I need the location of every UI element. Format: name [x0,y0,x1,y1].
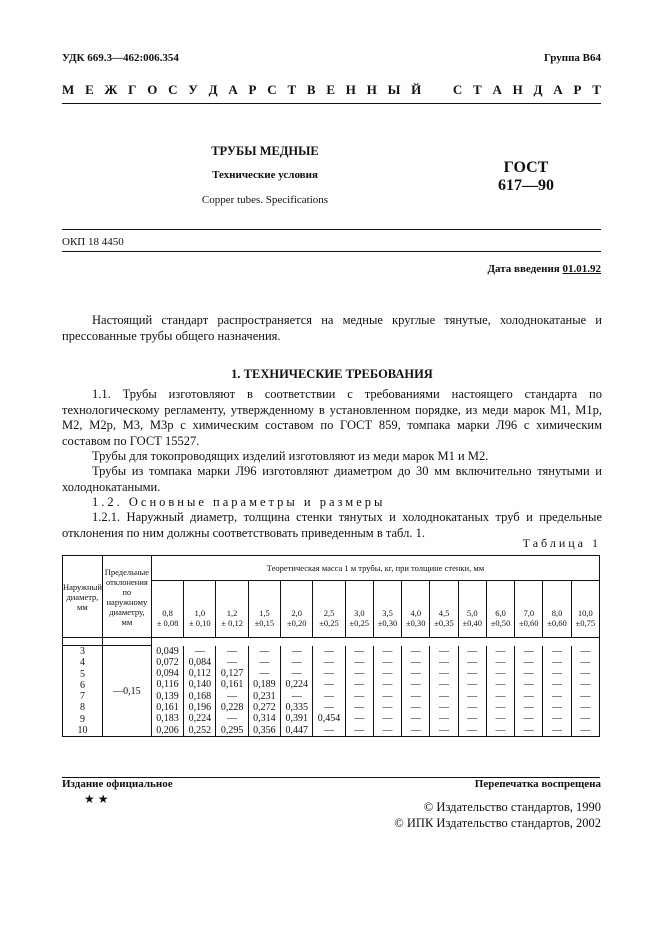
wall-thickness-value: 0,8 [162,608,173,618]
wall-thickness-header [151,581,183,638]
mass-column [151,646,183,737]
document-title: ТРУБЫ МЕДНЫЕ [211,144,319,158]
mass-value: 0,116 [156,679,179,691]
document-english-title: Copper tubes. Specifications [201,194,329,206]
mass-column [571,646,599,737]
mass-value: 0,168 [188,690,212,702]
diameter-value: 10 [77,725,88,737]
heading-letter: Р [573,82,582,97]
mass-value: — [354,690,365,702]
mass-value: — [495,668,506,680]
heading-letter: Т [473,82,482,97]
mass-value: — [495,724,506,736]
mass-value: — [467,724,478,736]
mass-value: — [552,713,563,725]
wall-thickness-value: 1,0 [194,608,206,618]
wall-thickness-tolerance: ±0,15 [254,618,275,628]
mass-value: — [324,690,334,702]
mass-value: — [495,713,506,725]
mass-value: — [410,690,421,702]
wall-thickness-value: 4,5 [438,608,450,618]
official-edition: Издание официальное [62,778,173,790]
mass-value: — [410,713,421,725]
mass-value: — [467,668,478,680]
wall-thickness-value: 1,5 [259,608,270,618]
mass-value: — [523,668,534,680]
mass-value: — [523,701,534,713]
mass-column [458,646,486,737]
mass-value: 0,072 [156,656,179,668]
wall-thickness-tolerance: ±0,30 [377,618,398,628]
wall-thickness-tolerance: ±0,75 [575,618,596,628]
mass-value: — [291,645,302,657]
heading-letter: Г [128,82,137,97]
heading-letter [432,82,442,98]
mass-value: — [354,679,365,691]
heading-letter: В [306,82,316,97]
mass-value: — [439,724,450,736]
mass-value: — [439,713,450,725]
heading-letter: Д [208,82,218,97]
heading-letter: С [452,82,463,97]
heading-letter: С [267,82,277,97]
mass-value: 0,094 [156,668,179,680]
mass-value: — [523,724,534,736]
mass-value: — [382,645,393,657]
mass-value: — [354,668,365,680]
mass-value: — [552,701,563,713]
udk-code: УДК 669.3—462:006.354 [62,52,179,64]
wall-thickness-header [402,581,430,638]
mass-column [184,646,216,737]
diameter-value: 3 [79,646,85,657]
header-rule [62,103,601,104]
mass-value: — [580,690,591,702]
mass-value: — [227,656,238,668]
mass-value: — [523,679,534,691]
mass-value: 0,228 [220,701,244,713]
mass-value: — [439,656,450,668]
wall-thickness-value: 6,0 [495,608,506,618]
wall-thickness-tolerance: ±0,60 [547,618,567,628]
mass-value: — [552,668,563,680]
mass-value: 0,295 [220,724,244,736]
mass-value: — [382,656,393,668]
diameter-value: 5 [79,668,85,680]
wall-thickness-value: 2,5 [323,608,335,618]
heading-letter: У [188,82,198,97]
heading-letter: С [168,82,178,97]
heading-letter: Р [248,82,257,97]
diameter-column [63,646,103,737]
mass-value: — [382,713,393,725]
mass-value: — [439,701,450,713]
mass-value: — [523,690,534,702]
mass-value: 0,252 [188,724,212,736]
mass-value: — [439,645,450,657]
wall-thickness-tolerance: ±0,25 [319,618,339,628]
paragraph-1-2-1: 1.2.1. Наружный диаметр, толщина стенки тянутых и холоднокатаных труб и предельные отклонения по ним должны соответствовать приведенным в табл. 1. [62,510,602,540]
paragraph-1-1c: Трубы из томпака марки Л96 изготовляют диаметром до 30 мм включительно тянутыми и холоднокатаными. [62,464,602,494]
wall-thickness-value: 5,0 [466,608,478,618]
mass-value: — [495,645,506,657]
reprint-notice: Перепечатка воспрещена [474,778,601,790]
mass-column [248,646,280,737]
mass-value: — [552,724,563,736]
mass-value: — [227,645,238,657]
mass-column [373,646,401,737]
mass-value: — [227,690,238,702]
diameter-value: 6 [79,679,85,691]
wall-thickness-header [248,581,280,638]
wall-thickness-value: 1,2 [226,608,238,618]
mass-value: 0,391 [285,713,308,725]
mass-column [313,646,345,737]
gost-number: 617—90 [498,177,554,194]
mass-value: — [324,701,334,713]
wall-thickness-header [313,581,345,638]
scope-paragraph: Настоящий стандарт распространяется на медные круглые тянутые, холоднокатаные и прессованные трубы общего назначения. [62,313,602,343]
mass-value: — [580,645,591,657]
document-subtitle: Технические условия [212,169,318,181]
mass-value: — [495,701,506,713]
mass-value: — [354,724,365,736]
mass-value: 0,049 [156,645,179,657]
wall-thickness-tolerance: ± 0,08 [156,618,179,628]
mass-value: — [382,679,393,691]
wall-thickness-header [345,581,373,638]
mass-value: — [354,645,365,657]
wall-thickness-value: 4,0 [410,608,422,618]
mass-value: — [410,668,421,680]
wall-thickness-tolerance: ±0,20 [286,618,307,628]
mass-value: 0,272 [253,701,276,713]
heading-letter: Ж [104,82,118,97]
mass-value: — [552,690,563,702]
mass-value: — [291,656,302,668]
mass-value: — [382,668,393,680]
mass-value: — [291,668,302,680]
mass-value: — [439,679,450,691]
paragraph-1-1: 1.1. Трубы изготовляют в соответствии с требованиями настоящего стандарта по технологическому регламенту, утвержденному в установленном порядке, из меди марок М1, М1р, М2, М2р, М3, М3р с химическим составом по ГОСТ 859, томпака марки Л96 с химическим составом по ГОСТ 15527. [62,387,602,448]
heading-letter: Ы [387,82,401,97]
wall-thickness-header [373,581,401,638]
section-1-title: 1. ТЕХНИЧЕСКИЕ ТРЕБОВАНИЯ [231,367,433,381]
intro-date-value: 01.01.92 [562,263,601,275]
mass-value: — [552,679,563,691]
heading-letter: О [147,82,158,97]
mass-value: — [291,690,302,702]
mass-column [486,646,514,737]
intro-date [487,263,601,275]
diameter-value: 8 [79,702,85,714]
mass-value: — [354,656,365,668]
mass-value: — [495,679,506,691]
wall-thickness-header [571,581,599,638]
heading-letter: А [492,82,502,97]
mass-value: — [259,668,270,680]
mass-value: — [495,690,506,702]
mass-value: — [467,656,478,668]
mass-value: — [259,656,270,668]
mass-column [281,646,313,737]
copyright-1990: © Издательство стандартов, 1990 [423,800,601,814]
mass-value: — [439,668,450,680]
wall-thickness-header [430,581,458,638]
mass-value: — [227,713,238,725]
heading-letter: А [228,82,238,97]
mass-value: 0,447 [285,724,308,736]
mass-value: — [467,701,478,713]
diameter-value: 4 [79,657,85,669]
mass-column [345,646,373,737]
mass-value: — [467,713,478,725]
mass-value: — [495,656,506,668]
diameter-value: 9 [79,713,85,725]
heading-letter: Т [592,82,601,97]
mass-column [402,646,430,737]
wall-thickness-value: 2,0 [291,608,303,618]
mass-value: 0,356 [253,724,276,736]
wall-thickness-value: 10,0 [577,608,593,618]
mass-value: 0,189 [253,679,276,691]
heading-letter: Н [345,82,356,97]
mass-value: — [382,690,393,702]
mass-value: — [552,656,563,668]
wall-thickness-header [515,581,543,638]
stars-mark: ★ ★ [84,792,109,806]
mass-value: — [354,713,365,725]
mass-value: 0,139 [156,690,179,702]
mass-column [216,646,248,737]
mass-value: — [324,656,334,668]
heading-letter: Д [533,82,543,97]
mass-value: 0,335 [285,701,308,713]
copyright-2002: © ИПК Издательство стандартов, 2002 [394,816,601,830]
wall-thickness-header [486,581,514,638]
mass-value: — [410,724,421,736]
mass-value: 0,224 [188,713,212,725]
wall-thickness-value: 3,0 [353,608,365,618]
mass-value: — [523,713,534,725]
mass-value: — [410,656,421,668]
mass-value: — [382,701,393,713]
mass-value: 0,314 [253,713,276,725]
wall-thickness-tolerance: ±0,60 [519,618,539,628]
heading-letter: Т [287,82,297,97]
wall-thickness-value: 7,0 [523,608,535,618]
column-header-deviation: Предельные отклонения по наружному диаметру, мм [102,556,151,638]
mass-value: — [324,679,334,691]
mass-value: — [580,668,591,680]
heading-letter: М [62,82,75,97]
gost-label: ГОСТ [503,159,549,176]
title-rule [62,229,601,230]
mass-value: 0,206 [156,724,179,736]
mass-column [430,646,458,737]
mass-value: 0,084 [188,656,212,668]
wall-thickness-tolerance: ± 0,10 [188,618,211,628]
mass-value: 0,183 [156,713,179,725]
wall-thickness-header [458,581,486,638]
mass-value: — [410,645,421,657]
wall-thickness-header [281,581,313,638]
mass-column [515,646,543,737]
heading-letter: Н [512,82,523,97]
mass-value: — [467,679,478,691]
mass-value: 0,454 [317,713,341,725]
wall-thickness-tolerance: ±0,50 [490,618,511,628]
mass-value: — [324,645,334,657]
mass-value: — [324,668,334,680]
mass-value: — [580,656,591,668]
mass-value: 0,224 [285,679,308,691]
mass-value: — [552,645,563,657]
mass-value: — [467,645,478,657]
deviation-value: —0,15 [102,646,151,737]
mass-value: 0,196 [188,701,212,713]
wall-thickness-tolerance: ±0,40 [462,618,483,628]
standard-type-heading [62,82,601,98]
column-header-mass: Теоретическая масса 1 м трубы, кг, при толщине стенки, мм [151,556,599,581]
mass-value: — [259,645,270,657]
mass-value: 0,127 [220,668,244,680]
wall-thickness-header [216,581,248,638]
wall-thickness-tolerance: ±0,35 [434,618,454,628]
mass-value: — [324,724,334,736]
mass-value: — [439,690,450,702]
mass-value: 0,161 [156,701,179,713]
heading-letter: Н [366,82,377,97]
intro-date-label: Дата введения [487,263,560,275]
mass-value: 0,140 [188,679,212,691]
okp-rule [62,251,601,252]
mass-value: — [523,656,534,668]
mass-value: — [410,679,421,691]
mass-value: — [354,701,365,713]
wall-thickness-value: 3,5 [382,608,393,618]
mass-column [543,646,571,737]
table-1-caption: Таблица 1 [522,536,601,550]
wall-thickness-header [184,581,216,638]
wall-thickness-value: 8,0 [551,608,563,618]
wall-thickness-tolerance: ±0,25 [349,618,370,628]
column-header-diameter: Наружный диаметр, мм [63,556,103,638]
mass-value: 0,161 [220,679,244,691]
mass-value: — [410,701,421,713]
heading-letter: А [553,82,563,97]
heading-letter: Й [411,82,422,97]
mass-value: — [580,713,591,725]
group-code: Группа B64 [543,52,601,64]
diameter-value: 7 [79,691,85,703]
mass-value: — [382,724,393,736]
mass-value: — [580,679,591,691]
wall-thickness-tolerance: ± 0,12 [221,618,243,628]
mass-value: — [580,724,591,736]
wall-thickness-tolerance: ±0,30 [406,618,426,628]
wall-thickness-header [543,581,571,638]
table-1 [62,555,600,737]
mass-value: — [523,645,534,657]
mass-value: — [467,690,478,702]
okp-code: ОКП 18 4450 [62,236,124,248]
mass-value: — [580,701,591,713]
heading-letter: Е [85,82,94,97]
paragraph-1-1b: Трубы для токопроводящих изделий изготовляют из меди марок М1 и М2. [92,449,489,463]
heading-letter: Е [326,82,336,97]
mass-value: 0,112 [188,668,211,680]
mass-value: — [194,645,205,657]
mass-value: 0,231 [253,690,276,702]
paragraph-1-2: 1.2. Основные параметры и размеры [92,495,386,509]
